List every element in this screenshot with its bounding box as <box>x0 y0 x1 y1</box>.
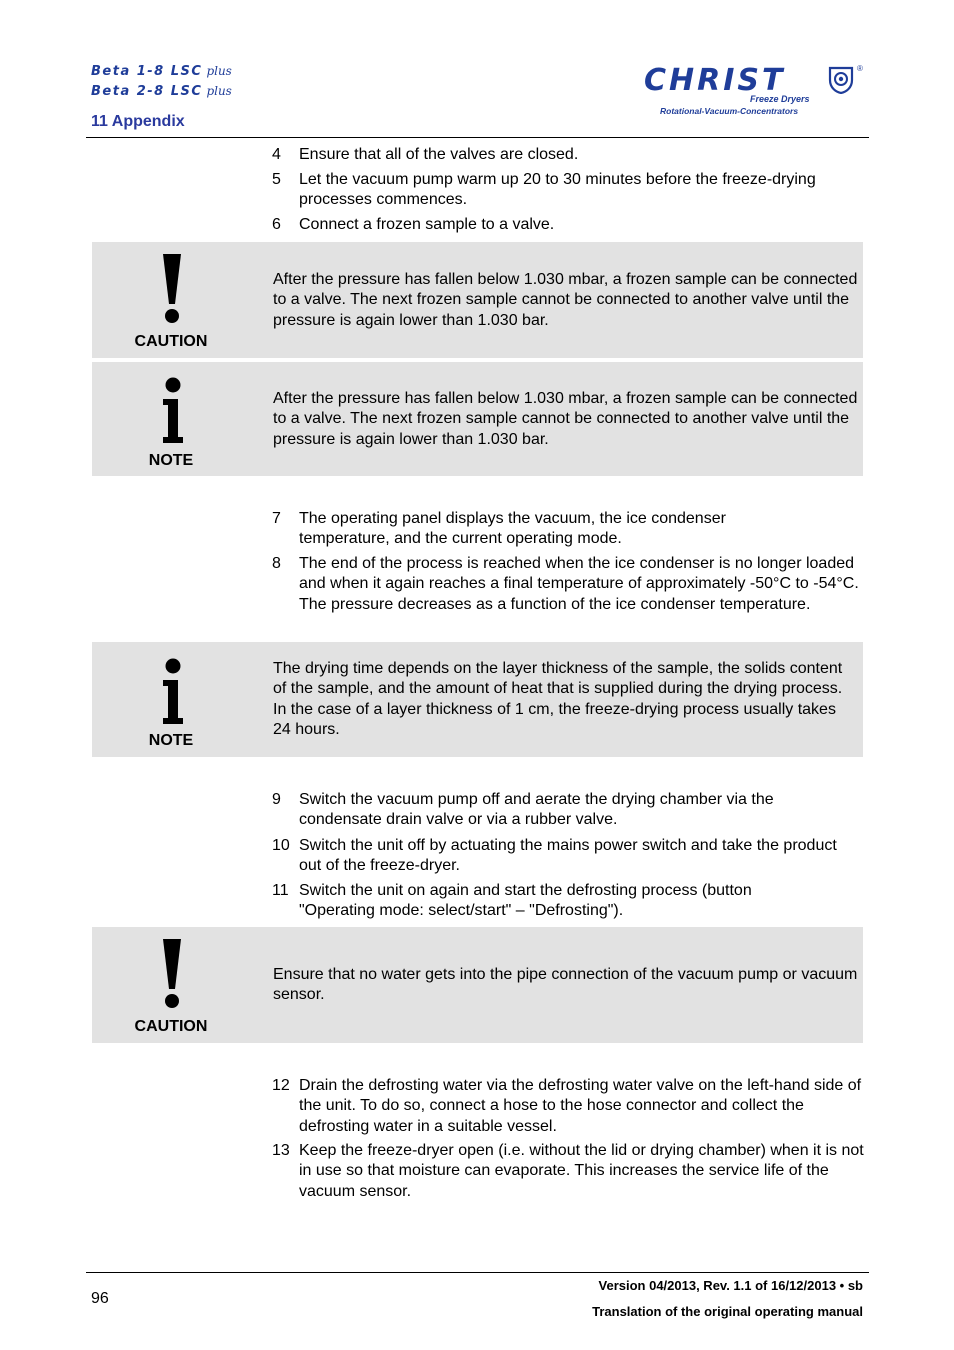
note-label: NOTE <box>148 452 194 469</box>
step-item: 10 Switch the unit off by actuating the mains power switch and take the product out of the freeze-dryer. <box>272 837 837 875</box>
caution-text: Ensure that no water gets into the pipe connection of the vacuum pump or vacuum sensor. <box>273 966 858 1004</box>
caution-text: After the pressure has fallen below 1.030 mbar, a frozen sample can be connected to a valve. The next frozen sample cannot be connected to another valve until the pressure is again lower than 1.030 bar. <box>273 271 858 329</box>
logo-brand: CHRIST <box>644 63 786 98</box>
note-text: The drying time depends on the layer thickness of the sample, the solids content of the sample, and the amount of heat that is supplied during the drying process. In the case of a layer thickness of 1 cm, the freeze-drying process usually takes 24 hours. <box>273 660 843 738</box>
step-item: 11 Switch the unit on again and start the defrosting process (button "Operating mode: select/start" – "Defrosting"). <box>272 882 752 920</box>
step-item: 12 Drain the defrosting water via the defrosting water valve on the left-hand side of the unit. To do so, connect a hose to the hose connector and collect the defrosting water in a suitable vessel. <box>272 1077 862 1135</box>
exclamation-icon <box>159 252 185 324</box>
model-name-1: Beta 1-8 LSC plus <box>91 64 232 79</box>
step-item: 7 The operating panel displays the vacuum, the ice condenser temperature, and the current operating mode. <box>272 510 726 548</box>
info-icon <box>160 377 186 445</box>
logo-line1: Freeze Dryers <box>750 94 810 104</box>
logo-line2: Rotational-Vacuum-Concentrators <box>660 106 799 116</box>
footer-version: Version 04/2013, Rev. 1.1 of 16/12/2013 • sb <box>598 1278 863 1293</box>
exclamation-icon <box>159 937 185 1009</box>
step-item: 5 Let the vacuum pump warm up 20 to 30 minutes before the freeze-drying processes commences. <box>272 171 816 209</box>
header-divider <box>86 137 869 138</box>
step-item: 13 Keep the freeze-dryer open (i.e. without the lid or drying chamber) when it is not in use so that moisture can evaporate. This increases the service life of the vacuum sensor. <box>272 1142 864 1200</box>
page-number: 96 <box>91 1290 109 1307</box>
section-title: 11 Appendix <box>91 113 185 130</box>
step-item: 8 The end of the process is reached when the ice condenser is no longer loaded and when it again reaches a final temperature of approximately -50°C to -54°C. The pressure decreases as a function of the ice condenser temperature. <box>272 555 859 613</box>
note-label: NOTE <box>148 732 194 749</box>
info-icon <box>160 658 186 726</box>
note-text: After the pressure has fallen below 1.030 mbar, a frozen sample can be connected to a valve. The next frozen sample cannot be connected to another valve until the pressure is again lower than 1.030 bar. <box>273 390 858 448</box>
step-item: 9 Switch the vacuum pump off and aerate the drying chamber via the condensate drain valve or via a rubber valve. <box>272 791 774 829</box>
caution-label: CAUTION <box>134 333 208 350</box>
logo-emblem-icon <box>828 66 854 94</box>
step-item: 4 Ensure that all of the valves are closed. <box>272 146 579 163</box>
note-box <box>92 362 863 476</box>
logo-registered: ® <box>857 64 863 73</box>
footer-translation: Translation of the original operating manual <box>592 1304 863 1319</box>
caution-box <box>92 927 863 1043</box>
model-name-2: Beta 2-8 LSC plus <box>91 84 232 99</box>
caution-label: CAUTION <box>134 1018 208 1035</box>
caution-box <box>92 242 863 358</box>
christ-logo <box>640 64 866 120</box>
footer-divider <box>86 1272 869 1273</box>
note-box <box>92 642 863 757</box>
step-item: 6 Connect a frozen sample to a valve. <box>272 216 555 233</box>
